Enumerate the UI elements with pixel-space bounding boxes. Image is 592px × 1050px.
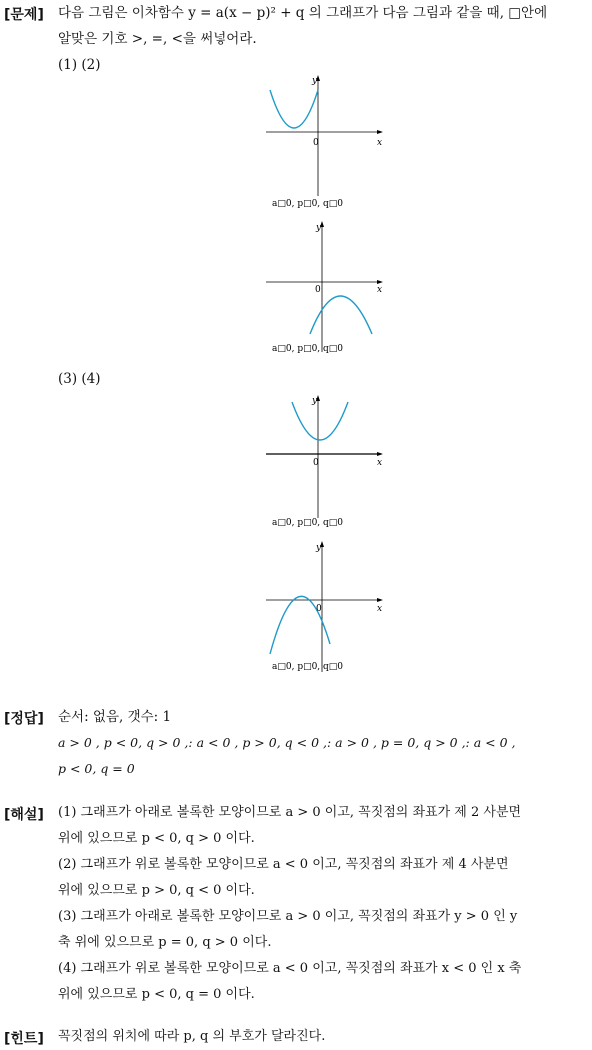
explanation-line: (4) 그래프가 위로 볼록한 모양이므로 a < 0 이고, 꼭짓점의 좌표가 x < 0 인 x 축 — [58, 961, 522, 976]
graph-3 — [262, 394, 386, 534]
explanation-line: (2) 그래프가 위로 볼록한 모양이므로 a < 0 이고, 꼭짓점의 좌표가 제 4 사분면 — [58, 857, 509, 872]
problem-label-3-4: (3) (4) — [58, 371, 101, 387]
y-axis-label: y — [316, 223, 322, 233]
explanation-line: (3) 그래프가 아래로 볼록한 모양이므로 a > 0 이고, 꼭짓점의 좌표가 y > 0 인 y — [58, 909, 518, 924]
explanation-line: 위에 있으므로 p < 0, q > 0 이다. — [58, 831, 255, 846]
graph-caption: a□0, p□0, q□0 — [272, 199, 344, 209]
x-axis-label: x — [377, 458, 383, 468]
answer-line-2: a > 0 , p < 0, q > 0 ,: a < 0 , p > 0, q < 0 ,: a > 0 , p = 0, q > 0 ,: a < 0 , — [58, 735, 516, 750]
origin-label: 0 — [315, 285, 321, 295]
x-axis-label: x — [377, 138, 383, 148]
graph-2 — [262, 220, 386, 360]
y-axis-label: y — [312, 396, 318, 406]
answer-tag: [정답] — [4, 711, 44, 727]
explanation-line: 축 위에 있으므로 p = 0, q > 0 이다. — [58, 935, 272, 950]
problem-tag: [문제] — [4, 7, 44, 23]
origin-label: 0 — [313, 138, 319, 148]
y-axis-label: y — [316, 543, 322, 553]
problem-line-2: 알맞은 기호 >, =, <을 써넣어라. — [58, 31, 257, 47]
origin-label: 0 — [313, 458, 319, 468]
graph-1 — [262, 74, 386, 214]
graph-caption: a□0, p□0, q□0 — [272, 344, 344, 354]
explanation-line: 위에 있으므로 p > 0, q < 0 이다. — [58, 883, 255, 898]
answer-line-3: p < 0, q = 0 — [58, 761, 135, 776]
explanation-line: (1) 그래프가 아래로 볼록한 모양이므로 a > 0 이고, 꼭짓점의 좌표가 제 2 사분면 — [58, 805, 522, 820]
answer-line-1: 순서: 없음, 갯수: 1 — [58, 709, 172, 725]
x-axis-label: x — [377, 285, 383, 295]
graph-caption: a□0, p□0, q□0 — [272, 662, 344, 672]
explanation-line: 위에 있으므로 p < 0, q = 0 이다. — [58, 987, 255, 1002]
origin-label: 0 — [316, 604, 322, 614]
problem-line-1: 다음 그림은 이차함수 y = a(x − p)² + q 의 그래프가 다음 그림과 같을 때, □안에 — [58, 5, 548, 21]
y-axis-label: y — [312, 76, 318, 86]
hint-tag: [힌트] — [4, 1031, 44, 1047]
explanation-tag: [해설] — [4, 807, 44, 823]
graph-4 — [262, 540, 386, 680]
x-axis-label: x — [377, 604, 383, 614]
hint-line: 꼭짓점의 위치에 따라 p, q 의 부호가 달라진다. — [58, 1029, 326, 1044]
problem-label-1-2: (1) (2) — [58, 57, 101, 73]
graph-caption: a□0, p□0, q□0 — [272, 518, 344, 528]
